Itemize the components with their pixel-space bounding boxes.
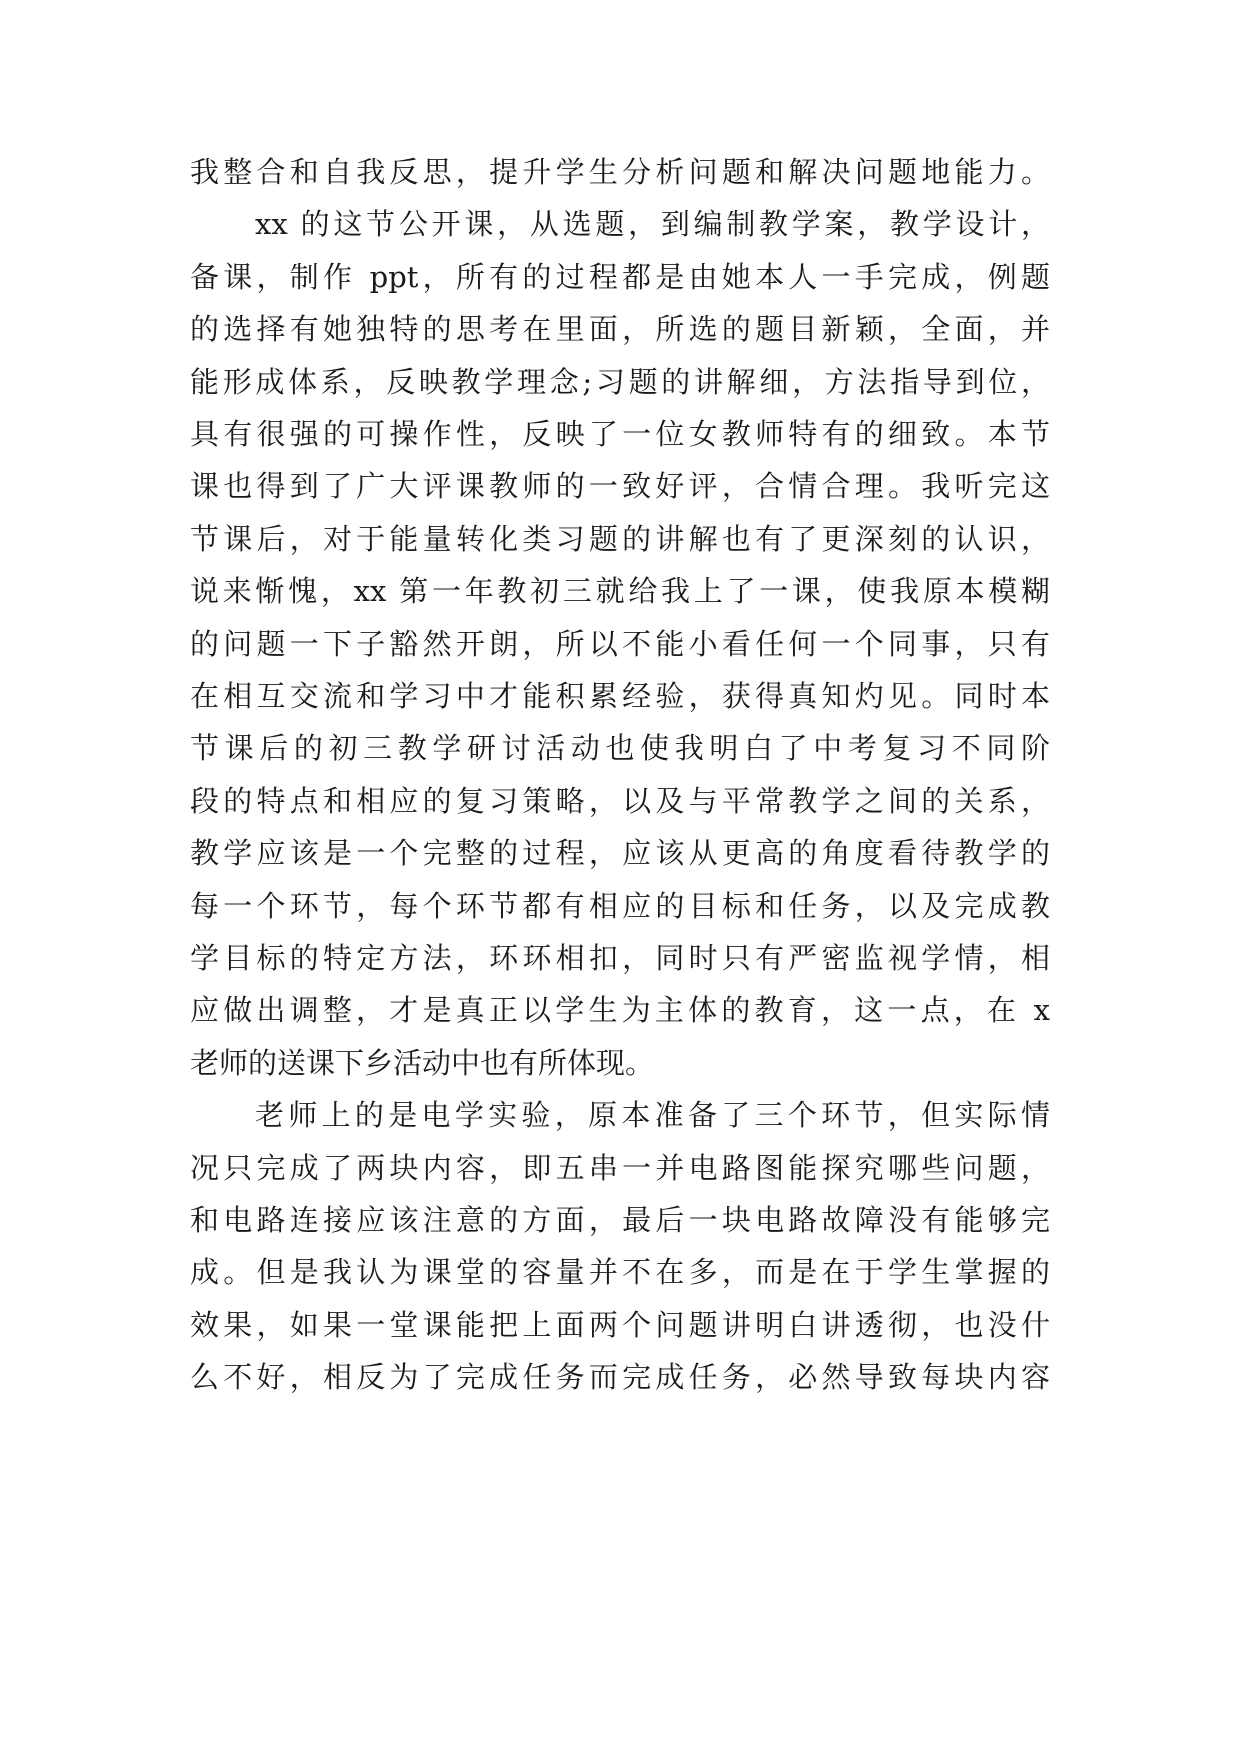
text-line: 老师的送课下乡活动中也有所体现。 (190, 1046, 655, 1080)
text-line: 教学应该是一个完整的过程，应该从更高的角度看待教学的 (190, 836, 1050, 870)
text-line: 我整合和自我反思，提升学生分析问题和解决问题地能力。 (190, 155, 1050, 189)
text-line: 的问题一下子豁然开朗，所以不能小看任何一个同事，只有 (190, 627, 1050, 661)
text-line: 应做出调整，才是真正以学生为主体的教育，这一点，在 x (190, 993, 1050, 1027)
text-line: 节课后，对于能量转化类习题的讲解也有了更深刻的认识， (190, 522, 1050, 556)
text-line: 况只完成了两块内容，即五串一并电路图能探究哪些问题， (190, 1151, 1050, 1185)
text-line: 和电路连接应该注意的方面，最后一块电路故障没有能够完 (190, 1203, 1050, 1237)
text-line: 在相互交流和学习中才能积累经验，获得真知灼见。同时本 (190, 679, 1050, 713)
text-line: 学目标的特定方法，环环相扣，同时只有严密监视学情，相 (190, 941, 1050, 975)
text-line: 的选择有她独特的思考在里面，所选的题目新颖，全面，并 (190, 312, 1050, 346)
text-line: 具有很强的可操作性，反映了一位女教师特有的细致。本节 (190, 417, 1050, 451)
text-line: 每一个环节，每个环节都有相应的目标和任务，以及完成教 (190, 889, 1050, 923)
text-line: 课也得到了广大评课教师的一致好评，合情合理。我听完这 (190, 469, 1050, 503)
text-line: xx 的这节公开课，从选题，到编制教学案，教学设计， (255, 207, 1050, 241)
text-line: 能形成体系，反映教学理念;习题的讲解细，方法指导到位， (190, 365, 1050, 399)
text-line: 老师上的是电学实验，原本准备了三个环节，但实际情 (255, 1098, 1050, 1132)
text-line: 么不好，相反为了完成任务而完成任务，必然导致每块内容 (190, 1360, 1050, 1394)
text-line: 效果，如果一堂课能把上面两个问题讲明白讲透彻，也没什 (190, 1308, 1050, 1342)
text-line: 段的特点和相应的复习策略，以及与平常教学之间的关系， (190, 784, 1050, 818)
text-line: 备课，制作 ppt，所有的过程都是由她本人一手完成，例题 (190, 260, 1050, 294)
text-line: 节课后的初三教学研讨活动也使我明白了中考复习不同阶 (190, 731, 1050, 765)
text-line: 说来惭愧，xx 第一年教初三就给我上了一课，使我原本模糊 (190, 574, 1050, 608)
text-line: 成。但是我认为课堂的容量并不在多，而是在于学生掌握的 (190, 1255, 1050, 1289)
